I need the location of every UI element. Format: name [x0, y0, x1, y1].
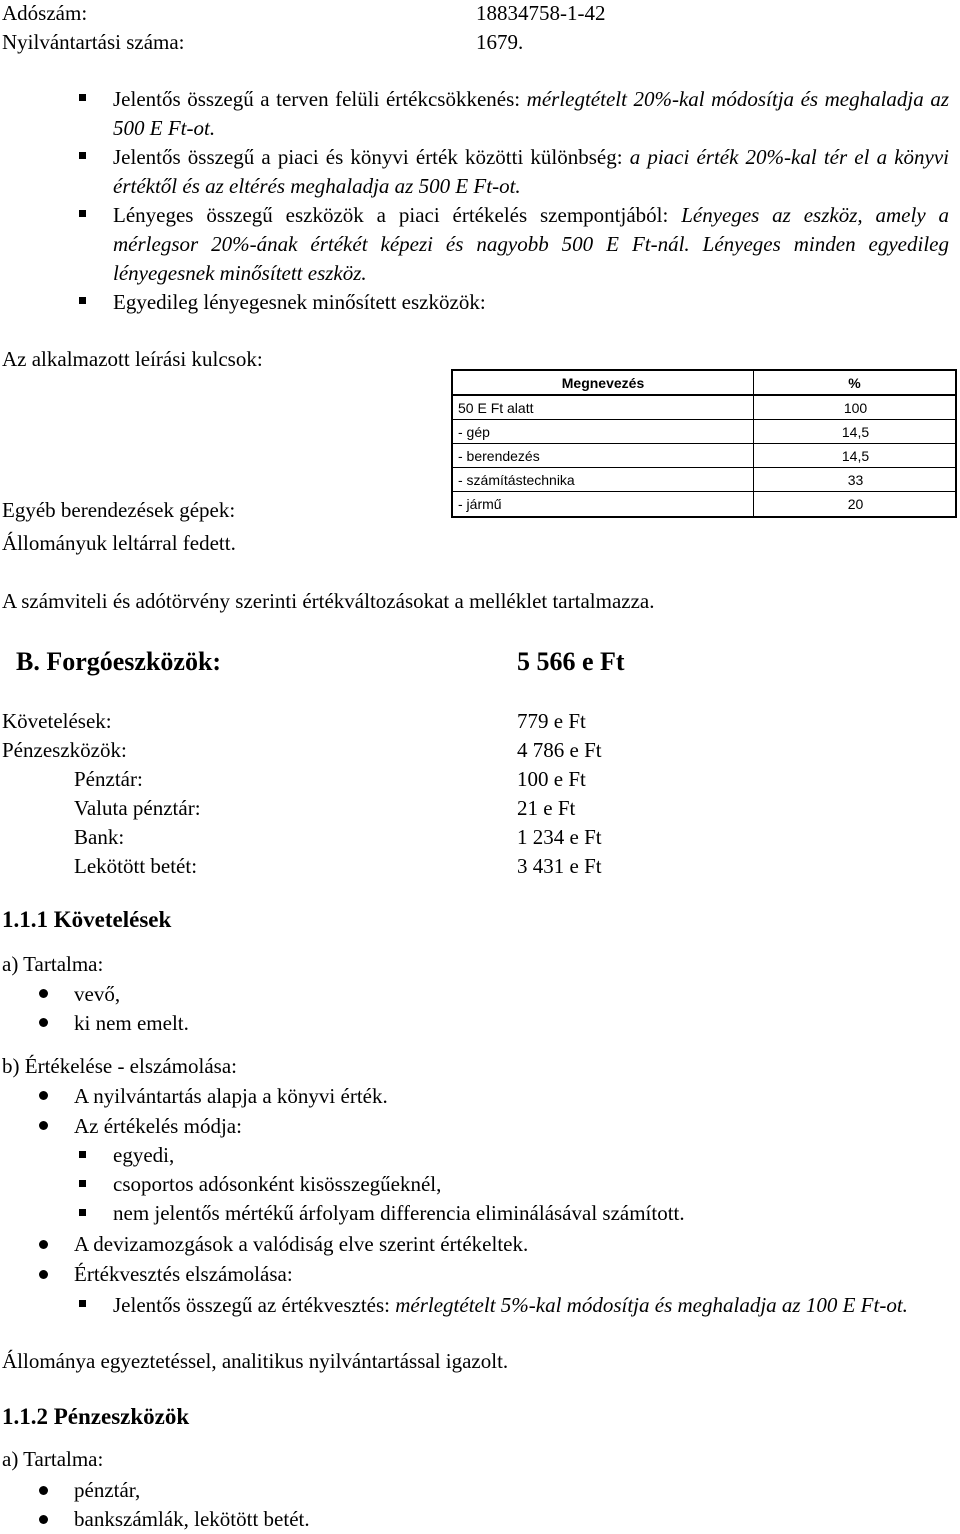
round-bullet-icon: [39, 1515, 48, 1524]
asset-label-petty-cash: Pénztár:: [74, 767, 143, 791]
asset-value-receivables: 779 e Ft: [517, 709, 586, 733]
section-b-title: B. Forgóeszközök:: [16, 647, 222, 676]
square-bullet-icon: [79, 1151, 86, 1158]
round-bullet-icon: [39, 1091, 48, 1100]
rate-value: 33: [754, 468, 957, 492]
fx-valuation: A devizamozgások a valódiság elve szerint értékeltek.: [74, 1232, 529, 1256]
other-equipment-note: Egyéb berendezések gépek:: [2, 498, 236, 522]
asset-label-deposit: Lekötött betét:: [74, 854, 198, 878]
cash-item-register: pénztár,: [74, 1478, 141, 1502]
square-bullet-icon: [79, 210, 86, 217]
impairment-rule: Jelentős összegű az értékvesztés: mérlegtételt 5%-kal módosítja és meghaladja az 100 E Ft-ot.: [113, 1293, 908, 1317]
registration-value: 1679.: [476, 30, 524, 54]
cash-item-accounts: bankszámlák, lekötött betét.: [74, 1507, 310, 1531]
criterion-1: Jelentős összegű a terven felüli értékcsökkenés: mérlegtételt 20%-kal módosítja és meghaladja az 500 E Ft-ot.: [113, 87, 949, 140]
rate-value: 100: [754, 395, 957, 420]
column-header-percent: %: [754, 370, 957, 395]
inventory-note: Állományuk leltárral fedett.: [2, 531, 236, 555]
asset-label-cash: Pénzeszközök:: [2, 738, 127, 762]
asset-value-deposit: 3 431 e Ft: [517, 854, 602, 878]
method-individual: egyedi,: [113, 1143, 175, 1167]
cash-heading: 1.1.2 Pénzeszközök: [2, 1404, 190, 1429]
cash-content-label: a) Tartalma:: [2, 1447, 104, 1471]
square-bullet-icon: [79, 1180, 86, 1187]
square-bullet-icon: [79, 1300, 86, 1307]
depreciation-rate-table: [451, 369, 957, 518]
round-bullet-icon: [39, 1270, 48, 1279]
asset-value-bank: 1 234 e Ft: [517, 825, 602, 849]
method-group: csoportos adósonként kisösszegűeknél,: [113, 1172, 442, 1196]
asset-value-petty-cash: 100 e Ft: [517, 767, 586, 791]
asset-label-receivables: Követelések:: [2, 709, 112, 733]
rate-name: - gép: [452, 420, 754, 444]
receivables-content-label: a) Tartalma:: [2, 952, 104, 976]
tax-number-value: 18834758-1-42: [476, 1, 606, 25]
asset-value-cash: 4 786 e Ft: [517, 738, 602, 762]
receivables-heading: 1.1.1 Követelések: [2, 907, 172, 932]
round-bullet-icon: [39, 1018, 48, 1027]
criterion-2: Jelentős összegű a piaci és könyvi érték közötti különbség: a piaci érték 20%-kal tér el a könyvi értéktől és az eltérés meghaladja az 500 E Ft-ot.: [113, 145, 949, 198]
criterion-4: Egyedileg lényegesnek minősített eszközök:: [113, 290, 486, 314]
method-fx-elimination: nem jelentős mértékű árfolyam differencia eliminálásával számított.: [113, 1201, 685, 1225]
receivables-valuation-label: b) Értékelése - elszámolása:: [2, 1054, 237, 1078]
round-bullet-icon: [39, 989, 48, 998]
tax-number-label: Adószám:: [2, 1, 88, 25]
rate-name: - jármű: [452, 492, 754, 518]
section-b-total: 5 566 e Ft: [517, 647, 625, 676]
reconciliation-note: Állománya egyeztetéssel, analitikus nyilvántartással igazolt.: [2, 1349, 509, 1373]
table-row: [452, 468, 956, 492]
table-row: [452, 444, 956, 468]
table-row: [452, 492, 956, 518]
round-bullet-icon: [39, 1486, 48, 1495]
rate-value: 14,5: [754, 444, 957, 468]
square-bullet-icon: [79, 297, 86, 304]
criterion-3: Lényeges összegű eszközök a piaci értékelés szempontjából: Lényeges az eszköz, amely a mérlegsor 20%-ának értékét képezi és nagyobb 500 E Ft-nál. Lényeges minden egyedileg lényegesnek minősített eszköz.: [113, 203, 949, 285]
column-header-name: Megnevezés: [452, 370, 754, 395]
round-bullet-icon: [39, 1121, 48, 1130]
asset-label-bank: Bank:: [74, 825, 125, 849]
square-bullet-icon: [79, 94, 86, 101]
law-note: A számviteli és adótörvény szerinti értékváltozásokat a melléklet tartalmazza.: [2, 589, 655, 613]
registration-label: Nyilvántartási száma:: [2, 30, 185, 54]
rate-value: 20: [847, 496, 864, 512]
receivables-item-other: ki nem emelt.: [74, 1011, 189, 1035]
depreciation-intro: Az alkalmazott leírási kulcsok:: [2, 347, 263, 371]
round-bullet-icon: [39, 1240, 48, 1249]
rate-name: 50 E Ft alatt: [452, 395, 754, 420]
table-row: [452, 395, 956, 420]
rate-name: - számítástechnika: [452, 468, 754, 492]
impairment-label: Értékvesztés elszámolása:: [74, 1262, 293, 1286]
table-row: [452, 420, 956, 444]
valuation-method-label: Az értékelés módja:: [74, 1114, 242, 1138]
rate-value: 14,5: [754, 420, 957, 444]
asset-value-fx-cash: 21 e Ft: [517, 796, 576, 820]
valuation-basis: A nyilvántartás alapja a könyvi érték.: [74, 1084, 388, 1108]
table-header-row: [452, 370, 956, 395]
square-bullet-icon: [79, 1209, 86, 1216]
asset-label-fx-cash: Valuta pénztár:: [74, 796, 201, 820]
receivables-item-customer: vevő,: [74, 982, 121, 1006]
square-bullet-icon: [79, 152, 86, 159]
rate-name: - berendezés: [452, 444, 754, 468]
